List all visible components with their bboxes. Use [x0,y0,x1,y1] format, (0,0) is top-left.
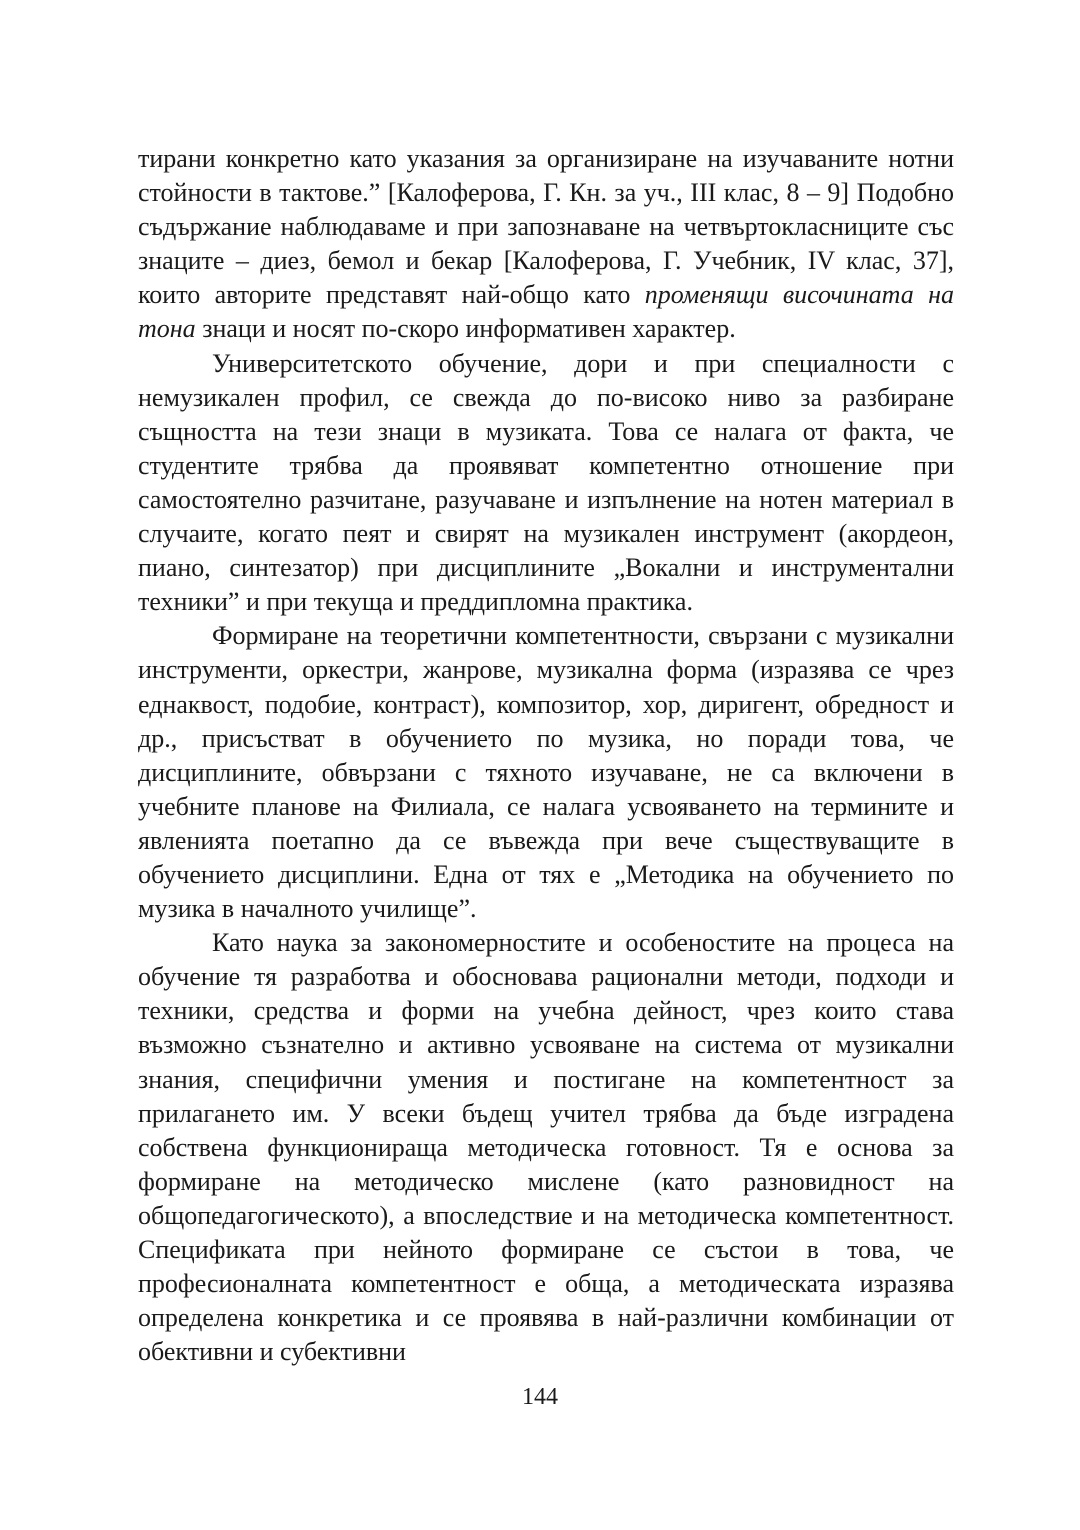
paragraph-1-text-a: тирани конкретно като указания за организиране на изучаваните нотни стойности в тактове.” [Калоферова, Г. Кн. за уч., III клас, 8 – 9] Подобно съдържание наблюдаваме и при запознаване на четвъртокласниците със знаците – диез, бемол и бекар [Калоферова, Г. Учебник, IV клас, 37], които авторите представят най-общо като [138,144,954,310]
page-body [138,142,954,1369]
page-number: 144 [522,1384,558,1410]
paragraph-continuation [138,142,954,347]
paragraph-theoretical-competences: Формиране на теоретични компетентности, свързани с музикални инструменти, оркестри, жанрове, музикална форма (изразява се чрез еднаквост, подобие, контраст), композитор, хор, диригент, обредност и др., присъстват в обучението по музика, но поради това, че дисциплините, обвързани с тяхното изучаване, не са включени в учебните планове на Филиала, се налага усвояването на термините и явленията поетапно да се въвежда при вече съществуващите в обучението дисциплини. Една от тях е „Методика на обучението по музика в началното училище”. [138,621,954,924]
paragraph-university-training: Университетското обучение, дори и при специалности с немузикален профил, се свежда до по-високо ниво за разбиране същността на тези знаци в музиката. Това се налага от факта, че студентите трябва да проявяват компетентно отношение при самостоятелно разчитане, разучаване и изпълнение на нотен материал в случаите, когато пеят и свирят на музикален инструмент (акордеон, пиано, синтезатор) при дисциплините „Вокални и инструментални техники” и при текуща и преддипломна практика. [138,348,954,617]
paragraph-methodology: Като наука за закономерностите и особеностите на процеса на обучение тя разработва и обосновава рационални методи, подходи и техники, средства и форми на учебна дейност, чрез които става възможно съзнателно и активно усвояване на система от музикални знания, специфични умения и постигане на компетентност за прилагането им. У всеки бъдещ учител трябва да бъде изградена собствена функционираща методическа готовност. Тя е основа за формиране на методическо мислене (като разновидност на общопедагогическото), а впоследствие и на методическа компетентност. Спецификата при нейното формиране се състои в това, че професионалната компетентност е обща, а методическата изразява определена конкретика и се проявява в най-различни комбинации от обективни и субективни [138,928,954,1367]
paragraph-1-text-b: знаци и носят по-скоро информативен характер. [195,314,736,344]
paragraph-1-italic-phrase: променящи височината на тона [138,280,954,344]
